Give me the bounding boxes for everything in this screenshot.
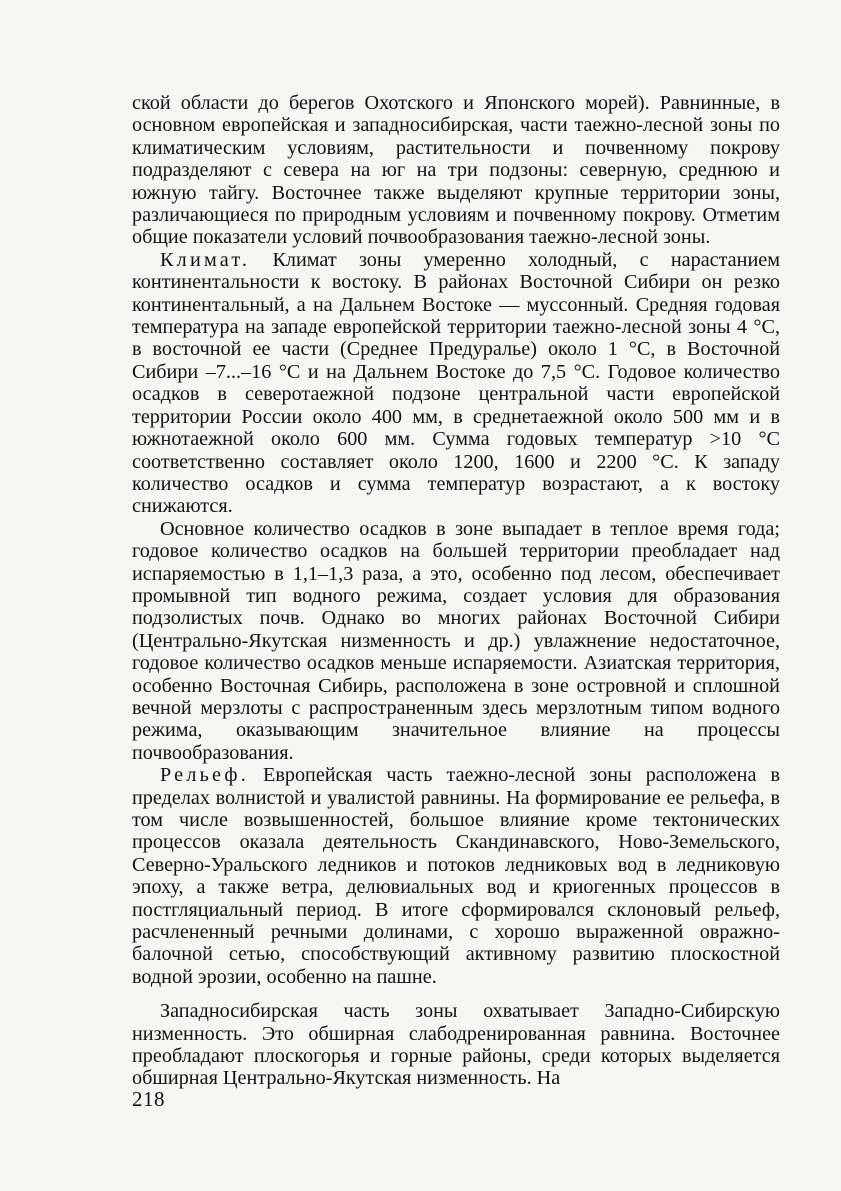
paragraph-climate bbox=[132, 249, 780, 518]
body-text bbox=[132, 92, 780, 1090]
paragraph-text: Западносибирская часть зоны охватывает Западно-Сибирскую низменность. Это обширная слабодренированная равнина. Восточнее преобладают плоскогорья и горные районы, среди которых выделяется обширная Центрально-Якутская низменность. На bbox=[132, 1000, 780, 1090]
paragraph-text: Основное количество осадков в зоне выпадает в теплое время года; годовое количество осадков на большей территории преобладает над испаряемостью в 1,1–1,3 раза, а это, особенно под лесом, обеспечивает промывной тип водного режима, создает условия для образования подзолистых почв. Однако во многих районах Восточной Сибири (Центрально-Якутская низменность и др.) увлажнение недостаточное, годовое количество осадков меньше испаряемости. Азиатская территория, особенно Восточная Сибирь, расположена в зоне островной и сплошной вечной мерзлоты с распространенным здесь мерзлотным типом водного режима, оказывающим значительное влияние на процессы почвообразования. bbox=[132, 517, 780, 764]
paragraph-precipitation bbox=[132, 518, 780, 764]
paragraph-text: ской области до берегов Охотского и Японского морей). Равнинные, в основном европейская и западносибирская, части таежно-лесной зоны по климатическим условиям, растительности и почвенному покрову подразделяют с севера на юг на три подзоны: северную, среднюю и южную тайгу. Восточнее также выделяют крупные территории зоны, различающиеся по природным условиям и почвенному покрову. Отметим общие показатели условий почвообразования таежно-лесной зоны. bbox=[132, 92, 780, 249]
section-lead-climate: Климат. bbox=[160, 248, 251, 271]
section-lead-relief: Рельеф. bbox=[160, 764, 249, 787]
paragraph-text: Европейская часть таежно-лесной зоны расположена в пределах волнистой и увалистой равнины. На формирование ее рельефа, в том числе возвышенностей, большое влияние кроме тектонических процессов оказала деятельность Скандинавского, Ново-Земельского, Северно-Уральского ледников и потоков ледниковых вод в ледниковую эпоху, а также ветра, делювиальных вод и криогенных процессов в постгляциальный период. В итоге сформировался склоновый рельеф, расчлененный речными долинами, с хорошо выраженной овражно-балочной сетью, способствующий активному развитию плоскостной водной эрозии, особенно на пашне. bbox=[132, 764, 780, 988]
paragraph-text: Климат зоны умеренно холодный, с нарастанием континентальности к востоку. В районах Восточной Сибири он резко континентальный, а на Дальнем Востоке — муссонный. Средняя годовая температура на западе европейской территории таежно-лесной зоны 4 °С, в восточной ее части (Среднее Предуралье) около 1 °С, в Восточной Сибири –7...–16 °С и на Дальнем Востоке до 7,5 °С. Годовое количество осадков в северотаежной подзоне центральной части европейской территории России около 400 мм, в среднетаежной около 500 мм и в южнотаежной около 600 мм. Сумма годовых температур >10 °С соответственно составляет около 1200, 1600 и 2200 °С. К западу количество осадков и сумма температур возрастают, а к востоку снижаются. bbox=[132, 248, 780, 518]
paragraph-west-siberia bbox=[132, 1000, 780, 1090]
page-number: 218 bbox=[132, 1087, 165, 1111]
paragraph-relief bbox=[132, 764, 780, 988]
paragraph-continuation bbox=[132, 92, 780, 249]
